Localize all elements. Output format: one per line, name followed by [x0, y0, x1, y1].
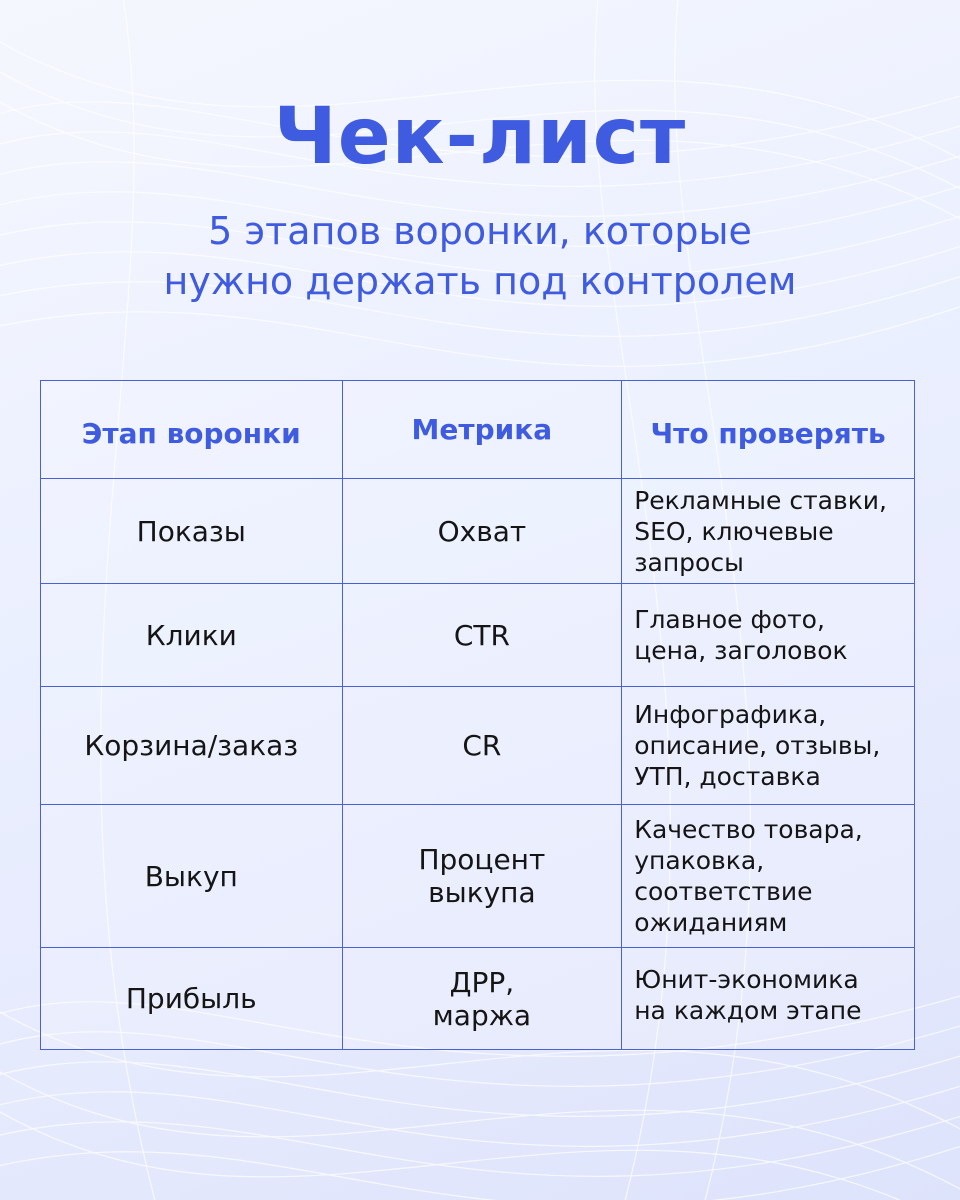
metric-line: выкупа — [428, 876, 536, 909]
metric-cell — [342, 479, 622, 584]
metric-line: CR — [462, 729, 502, 762]
check-line: запросы — [634, 547, 744, 577]
table-row — [41, 584, 915, 687]
check-line: SEO, ключевые — [634, 516, 834, 546]
check-line: Качество товара, — [634, 815, 863, 844]
metric-line: Охват — [437, 514, 527, 548]
page-title: Чек-лист — [273, 92, 687, 182]
stage-cell: Показы — [41, 479, 343, 584]
check-cell — [622, 479, 915, 584]
funnel-checklist-table — [40, 380, 915, 1050]
table-row — [41, 805, 915, 948]
table-row — [41, 479, 915, 584]
subtitle-line-2: нужно держать под контролем — [163, 259, 797, 303]
metric-line: CTR — [453, 618, 510, 652]
check-cell — [622, 687, 915, 805]
check-line: соответствие — [634, 877, 813, 906]
stage-cell: Корзина/заказ — [41, 687, 343, 805]
metric-cell — [342, 805, 622, 948]
table-row — [41, 687, 915, 805]
metric-line: Процент — [418, 843, 546, 876]
header-check: Что проверять — [622, 381, 915, 479]
check-line: Рекламные ставки, — [634, 485, 887, 515]
stage-cell: Прибыль — [41, 948, 343, 1050]
check-line: Инфографика, — [634, 700, 827, 729]
metric-line: маржа — [432, 998, 532, 1032]
metric-cell — [342, 584, 622, 687]
stage-cell: Клики — [41, 584, 343, 687]
check-line: описание, отзывы, — [634, 731, 881, 760]
metric-line: ДРР, — [449, 965, 515, 999]
check-cell — [622, 948, 915, 1050]
check-cell — [622, 584, 915, 687]
check-line: упаковка, — [634, 846, 765, 875]
header-stage: Этап воронки — [41, 381, 343, 479]
subtitle-line-1: 5 этапов воронки, которые — [208, 209, 752, 253]
check-line: ожиданиям — [634, 908, 788, 937]
page-subtitle — [0, 206, 960, 306]
check-cell — [622, 805, 915, 948]
check-line: на каждом этапе — [634, 996, 862, 1025]
metric-cell — [342, 687, 622, 805]
check-line: Главное фото, — [634, 605, 825, 634]
check-line: УТП, доставка — [634, 762, 821, 791]
check-line: Юнит-экономика — [634, 965, 859, 994]
header-metric: Метрика — [342, 381, 622, 479]
table-header-row — [41, 381, 915, 479]
check-line: цена, заголовок — [634, 636, 848, 665]
stage-cell: Выкуп — [41, 805, 343, 948]
table-row — [41, 948, 915, 1050]
metric-cell — [342, 948, 622, 1050]
